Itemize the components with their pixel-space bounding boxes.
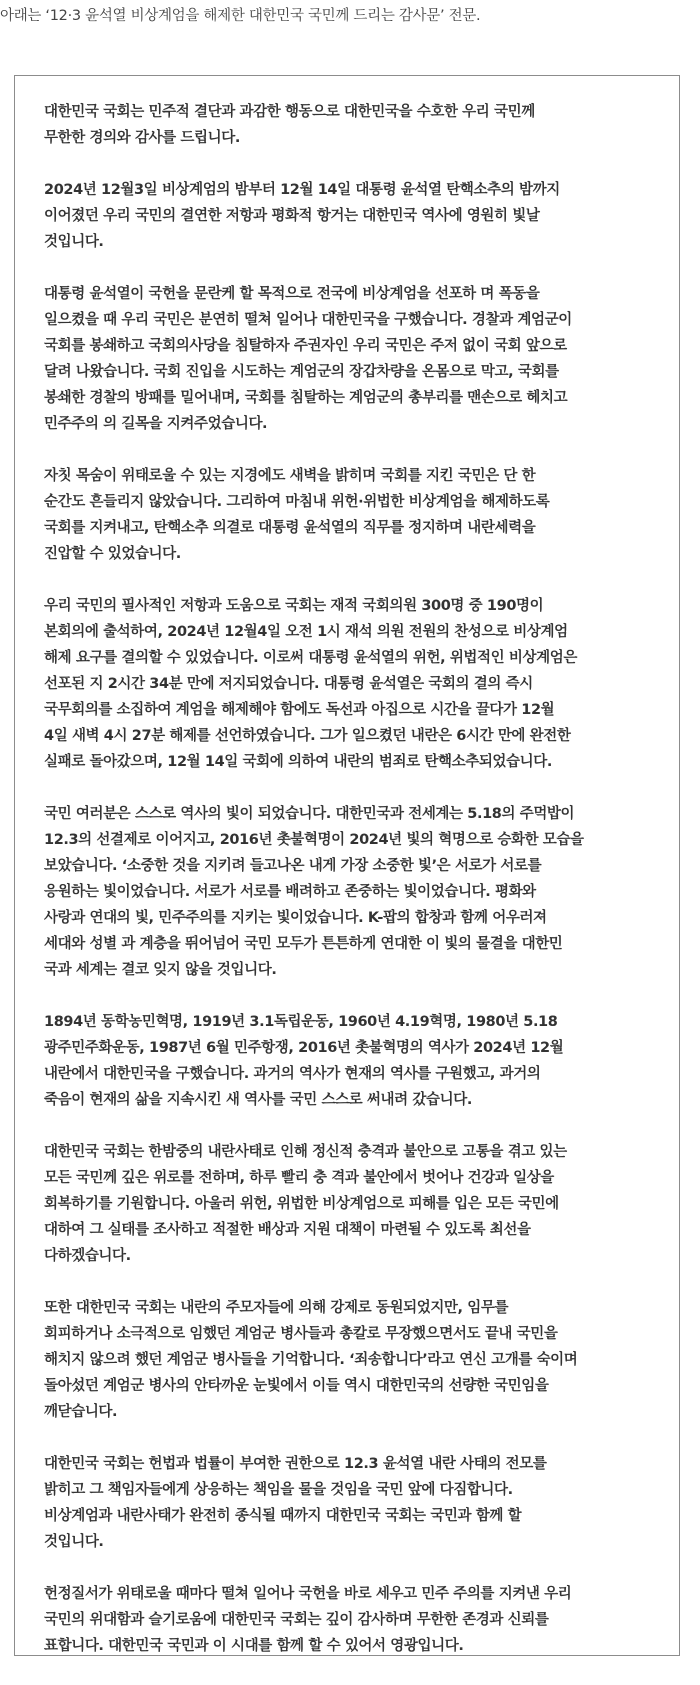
paragraph-line: 2024년 12월3일 비상계엄의 밤부터 12월 14일 대통령 윤석열 탄핵소추의 밤까지 xyxy=(44,182,560,198)
paragraph-line: 우리 국민의 필사적인 저항과 도움으로 국회는 재적 국회의원 300명 중 190명이 xyxy=(44,598,544,614)
paragraph-line: 대한민국 국회는 헌법과 법률이 부여한 권한으로 12.3 윤석열 내란 사태의 전모를 xyxy=(44,1456,547,1472)
paragraph-line: 사랑과 연대의 빛, 민주주의를 지키는 빛이었습니다. K-팝의 합창과 함께 어우러져 xyxy=(44,910,547,926)
paragraph-line: 밝히고 그 책임자들에게 상응하는 책임을 물을 것임을 국민 앞에 다짐합니다. xyxy=(44,1482,513,1498)
paragraph-line: 4일 새벽 4시 27분 해제를 선언하였습니다. 그가 일으켰던 내란은 6시간 만에 완전한 xyxy=(44,728,571,744)
paragraph-line: 순간도 흔들리지 않았습니다. 그리하여 마침내 위헌·위법한 비상계엄을 해제하도록 xyxy=(44,494,550,510)
paragraph-line: 선포된 지 2시간 34분 만에 저지되었습니다. 대통령 윤석열은 국회의 결의 즉시 xyxy=(44,676,533,692)
paragraph-line: 달려 나왔습니다. 국회 진입을 시도하는 계엄군의 장갑차량을 온몸으로 막고, 국회를 xyxy=(44,364,559,380)
paragraph-line: 실패로 돌아갔으며, 12월 14일 국회에 의하여 내란의 범죄로 탄핵소추되었습니다. xyxy=(44,754,552,770)
paragraph-line: 비상계엄과 내란사태가 완전히 종식될 때까지 대한민국 국회는 국민과 함께 할 xyxy=(44,1508,522,1524)
statement-paragraph xyxy=(44,1295,654,1425)
paragraph-line: 모든 국민께 깊은 위로를 전하며, 하루 빨리 충 격과 불안에서 벗어나 건강과 일상을 xyxy=(44,1170,554,1186)
intro-caption: 아래는 ‘12·3 윤석열 비상계엄을 해제한 대한민국 국민께 드리는 감사문’ 전문. xyxy=(0,8,481,24)
paragraph-line: 대하여 그 실태를 조사하고 적절한 배상과 지원 대책이 마련될 수 있도록 최선을 xyxy=(44,1222,531,1238)
paragraph-line: 것입니다. xyxy=(44,1534,104,1550)
paragraph-line: 국민의 위대함과 슬기로움에 대한민국 국회는 깊이 감사하며 무한한 존경과 신뢰를 xyxy=(44,1612,549,1628)
statement-paragraph xyxy=(44,1581,654,1659)
paragraph-line: 해제 요구를 결의할 수 있었습니다. 이로써 대통령 윤석열의 위헌, 위법적인 비상계엄은 xyxy=(44,650,577,666)
paragraph-line: 죽음이 현재의 삶을 지속시킨 새 역사를 국민 스스로 써내려 갔습니다. xyxy=(44,1092,472,1108)
statement-paragraph xyxy=(44,463,654,567)
statement-paragraph xyxy=(44,99,654,151)
paragraph-line: 국민 여러분은 스스로 역사의 빛이 되었습니다. 대한민국과 전세계는 5.18의 주먹밥이 xyxy=(44,806,575,822)
paragraph-line: 해치지 않으려 했던 계엄군 병사들을 기억합니다. ‘죄송합니다’라고 연신 고개를 숙이며 xyxy=(44,1352,578,1368)
paragraph-line: 일으켰을 때 우리 국민은 분연히 떨쳐 일어나 대한민국을 구했습니다. 경찰과 계엄군이 xyxy=(44,312,572,328)
paragraph-line: 보았습니다. ‘소중한 것을 지키려 들고나온 내게 가장 소중한 빛’은 서로가 서로를 xyxy=(44,858,542,874)
statement-paragraph xyxy=(44,1009,654,1113)
statement-paragraph xyxy=(44,1451,654,1555)
paragraph-line: 내란에서 대한민국을 구했습니다. 과거의 역사가 현재의 역사를 구원했고, 과거의 xyxy=(44,1066,541,1082)
paragraph-line: 국과 세계는 결코 잊지 않을 것입니다. xyxy=(44,962,277,978)
statement-paragraph xyxy=(44,1139,654,1269)
paragraph-line: 대통령 윤석열이 국헌을 문란케 할 목적으로 전국에 비상계엄을 선포하 며 폭동을 xyxy=(44,286,540,302)
paragraph-line: 자칫 목숨이 위태로울 수 있는 지경에도 새벽을 밝히며 국회를 지킨 국민은 단 한 xyxy=(44,468,536,484)
paragraph-line: 광주민주화운동, 1987년 6월 민주항쟁, 2016년 촛불혁명의 역사가 2024년 12월 xyxy=(44,1040,564,1056)
paragraph-line: 것입니다. xyxy=(44,234,104,250)
paragraph-line: 국무회의를 소집하여 계엄을 해제해야 함에도 독선과 아집으로 시간을 끌다가 12월 xyxy=(44,702,555,718)
paragraph-line: 또한 대한민국 국회는 내란의 주모자들에 의해 강제로 동원되었지만, 임무를 xyxy=(44,1300,509,1316)
paragraph-line: 봉쇄한 경찰의 방패를 밀어내며, 국회를 침탈하는 계엄군의 총부리를 맨손으로 헤치고 xyxy=(44,390,568,406)
statement-body xyxy=(44,99,654,1685)
paragraph-line: 헌정질서가 위태로울 때마다 떨쳐 일어나 국헌을 바로 세우고 민주 주의를 지켜낸 우리 xyxy=(44,1586,572,1602)
paragraph-line: 진압할 수 있었습니다. xyxy=(44,546,181,562)
statement-paragraph xyxy=(44,801,654,983)
paragraph-line: 본회의에 출석하여, 2024년 12월4일 오전 1시 재석 의원 전원의 찬성으로 비상계엄 xyxy=(44,624,568,640)
paragraph-line: 깨닫습니다. xyxy=(44,1404,118,1420)
paragraph-line: 국회를 지켜내고, 탄핵소추 의결로 대통령 윤석열의 직무를 정지하며 내란세력을 xyxy=(44,520,536,536)
paragraph-line: 돌아섰던 계엄군 병사의 안타까운 눈빛에서 이들 역시 대한민국의 선량한 국민임을 xyxy=(44,1378,549,1394)
paragraph-line: 국회를 봉쇄하고 국회의사당을 침탈하자 주권자인 우리 국민은 주저 없이 국회 앞으로 xyxy=(44,338,567,354)
paragraph-line: 회복하기를 기원합니다. 아울러 위헌, 위법한 비상계엄으로 피해를 입은 모든 국민에 xyxy=(44,1196,559,1212)
paragraph-line: 대한민국 국회는 민주적 결단과 과감한 행동으로 대한민국을 수호한 우리 국민께 xyxy=(44,104,535,120)
statement-box xyxy=(14,75,680,1656)
paragraph-line: 세대와 성별 과 계층을 뛰어넘어 국민 모두가 튼튼하게 연대한 이 빛의 물결을 대한민 xyxy=(44,936,563,952)
paragraph-line: 1894년 동학농민혁명, 1919년 3.1독립운동, 1960년 4.19혁명, 1980년 5.18 xyxy=(44,1014,558,1030)
paragraph-line: 이어졌던 우리 국민의 결연한 저항과 평화적 항거는 대한민국 역사에 영원히 빛날 xyxy=(44,208,540,224)
paragraph-line: 회피하거나 소극적으로 임했던 계엄군 병사들과 총칼로 무장했으면서도 끝내 국민을 xyxy=(44,1326,558,1342)
statement-paragraph xyxy=(44,281,654,437)
paragraph-line: 다하겠습니다. xyxy=(44,1248,131,1264)
paragraph-line: 민주주의 의 길목을 지켜주었습니다. xyxy=(44,416,268,432)
paragraph-line: 12.3의 선결제로 이어지고, 2016년 촛불혁명이 2024년 빛의 혁명으로 승화한 모습을 xyxy=(44,832,584,848)
statement-paragraph xyxy=(44,177,654,255)
paragraph-line: 대한민국 국회는 한밤중의 내란사태로 인해 정신적 충격과 불안으로 고통을 겪고 있는 xyxy=(44,1144,567,1160)
paragraph-line: 무한한 경의와 감사를 드립니다. xyxy=(44,130,240,146)
paragraph-line: 응원하는 빛이었습니다. 서로가 서로를 배려하고 존중하는 빛이었습니다. 평화와 xyxy=(44,884,536,900)
statement-paragraph xyxy=(44,593,654,775)
paragraph-line: 표합니다. 대한민국 국민과 이 시대를 함께 할 수 있어서 영광입니다. xyxy=(44,1638,464,1654)
